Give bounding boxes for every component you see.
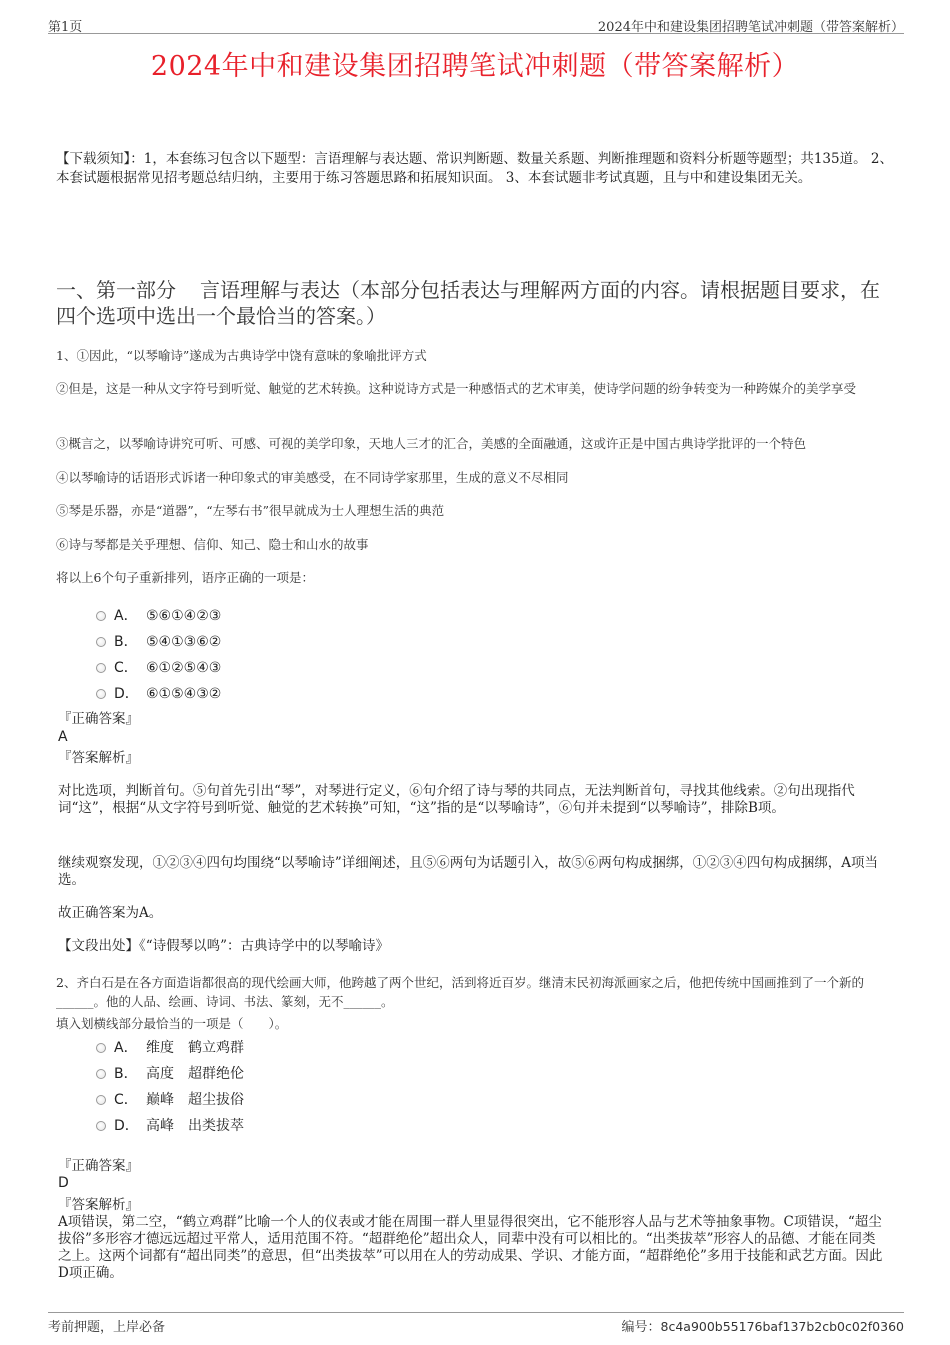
q2-explanation: A项错误，第二空，“鹤立鸡群”比喻一个人的仪表或才能在周围一群人里显得很突出，它不能形容人品与艺术等抽象事物。C项错误，“超尘拔俗”多形容才德远远超过平常人，适用范围不符。“超群绝伦”超出众人，同辈中没有可以相比的。“出类拔萃”形容人的品德、才能在同类之上。这两个词都有“超出同类”的意思，但“出类拔萃”可以用在人的劳动成果、学识、才能方面，“超群绝伦”多用于技能和武艺方面。因此D项正确。 — [58, 1214, 883, 1281]
q1-explanation-1: 对比选项，判断首句。⑤句首先引出“琴”，对琴进行定义，⑥句介绍了诗与琴的共同点，无法判断首句，寻找其他线索。②句出现指代词“这”，根据“从文字符号到听觉、触觉的艺术转换”可知，“这”指的是“以琴喻诗”，⑥句并未提到“以琴喻诗”，排除B项。 — [58, 783, 855, 816]
download-notice: 【下载须知】：1，本套练习包含以下题型：言语理解与表达题、常识判断题、数量关系题、判断推理题和资料分析题等题型；共135道。 2、本套试题根据常见招考题总结归纳，主要用于练习答题思路和拓展知识面。 3、本套试题非考试真题，且与中和建设集团无关。 — [56, 151, 893, 186]
q2-explain-label: 『答案解析』 — [58, 1197, 139, 1213]
q1-answer-label: 『正确答案』 — [58, 711, 139, 727]
footer-code: 8c4a900b55176baf137b2cb0c02f0360 — [660, 1319, 904, 1334]
q1-explanation-2: 继续观察发现，①②③④四句均围绕“以琴喻诗”详细阐述，且⑤⑥两句为话题引入，故⑤⑥两句构成捆绑，①②③④四句构成捆绑，A项当选。 — [58, 855, 879, 888]
section-number: 一、第一部分 — [56, 278, 176, 302]
q2-option-c[interactable]: C． 巅峰 超尘拔俗 — [96, 1089, 244, 1109]
q1-option-b[interactable]: B． ⑤④①③⑥② — [96, 631, 221, 651]
q2-stem: 2、齐白石是在各方面造诣都很高的现代绘画大师，他跨越了两个世纪，活到将近百岁。继清末民初海派画家之后，他把传统中国画推到了一个新的______。他的人品、绘画、诗词、书法、篆刻，无不______。 — [56, 975, 864, 1009]
q1-source: 【文段出处】《“诗假琴以鸣”：古典诗学中的以琴喻诗》 — [58, 938, 390, 954]
q1-sentence-1: 1、①因此，“以琴喻诗”遂成为古典诗学中饶有意味的象喻批评方式 — [56, 348, 427, 363]
page-footer — [48, 1312, 904, 1335]
radio-icon[interactable] — [96, 611, 106, 621]
q1-option-a[interactable]: A． ⑤⑥①④②③ — [96, 605, 221, 625]
q1-explain-label: 『答案解析』 — [58, 750, 139, 766]
q1-sentence-6: ⑥诗与琴都是关乎理想、信仰、知己、隐士和山水的故事 — [56, 537, 369, 552]
q1-prompt: 将以上6个句子重新排列，语序正确的一项是： — [56, 570, 314, 585]
section-title: 言语理解与表达（本部分包括表达与理解两方面的内容。请根据题目要求，在四个选项中选出一个最恰当的答案。） — [56, 278, 880, 328]
q1-sentence-2: ②但是，这是一种从文字符号到听觉、触觉的艺术转换。这种说诗方式是一种感悟式的艺术审美，使诗学问题的纷争转变为一种跨媒介的美学享受 — [56, 381, 857, 396]
radio-icon[interactable] — [96, 1043, 106, 1053]
radio-icon[interactable] — [96, 1095, 106, 1105]
q1-option-d[interactable]: D． ⑥①⑤④③② — [96, 683, 221, 703]
footer-code-label: 编号： — [621, 1320, 661, 1335]
q1-option-c[interactable]: C． ⑥①②⑤④③ — [96, 657, 221, 677]
q2-answer: D — [58, 1175, 69, 1191]
q1-sentence-5: ⑤琴是乐器，亦是“道器”，“左琴右书”很早就成为士人理想生活的典范 — [56, 503, 445, 518]
q1-explanation-3: 故正确答案为A。 — [58, 905, 163, 921]
q2-answer-label: 『正确答案』 — [58, 1158, 139, 1174]
document-title: 2024年中和建设集团招聘笔试冲刺题（带答案解析） — [150, 51, 800, 82]
radio-icon[interactable] — [96, 637, 106, 647]
q2-option-d[interactable]: D． 高峰 出类拔萃 — [96, 1115, 244, 1135]
q2-prompt: 填入划横线部分最恰当的一项是（ ）。 — [56, 1016, 288, 1031]
radio-icon[interactable] — [96, 1069, 106, 1079]
page-number: 第1页 — [48, 20, 83, 35]
q1-sentence-4: ④以琴喻诗的话语形式诉诸一种印象式的审美感受，在不同诗学家那里，生成的意义不尽相同 — [56, 470, 569, 485]
q2-option-b[interactable]: B． 高度 超群绝伦 — [96, 1063, 244, 1083]
q2-option-a[interactable]: A． 维度 鹤立鸡群 — [96, 1037, 244, 1057]
radio-icon[interactable] — [96, 663, 106, 673]
q1-answer: A — [58, 729, 68, 745]
radio-icon[interactable] — [96, 1121, 106, 1131]
q1-sentence-3: ③概言之，以琴喻诗讲究可听、可感、可视的美学印象，天地人三才的汇合，美感的全面融通，这或许正是中国古典诗学批评的一个特色 — [56, 436, 807, 451]
section-heading — [56, 277, 898, 329]
footer-code-wrap — [621, 1316, 904, 1335]
radio-icon[interactable] — [96, 689, 106, 699]
page-header — [48, 14, 904, 34]
footer-slogan: 考前押题，上岸必备 — [48, 1320, 166, 1335]
header-doc-title: 2024年中和建设集团招聘笔试冲刺题（带答案解析） — [597, 20, 904, 35]
